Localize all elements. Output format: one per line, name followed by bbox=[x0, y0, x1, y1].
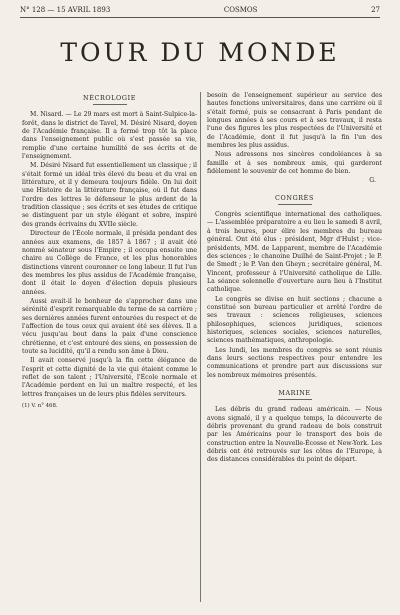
header-rule bbox=[20, 17, 380, 18]
right-column bbox=[207, 92, 382, 466]
section-rule bbox=[278, 399, 312, 400]
paragraph: besoin de l'enseignement supérieur au service des hautes fonctions universitaires, dans une carrière où il s'était formé, puis se consacrant à Paris pendant de longues années à ses cours et à ses travaux, il resta l'une des figures les plus respectées de l'Université et de l'Académie, dont il fut jusqu'à la fin l'un des membres les plus assidus. bbox=[207, 92, 382, 150]
page-title: TOUR DU MONDE bbox=[60, 38, 340, 67]
page-number: 27 bbox=[371, 6, 380, 14]
paragraph: Congrès scientifique international des catholiques. — L'assemblée préparatoire a eu lieu le samedi 8 avril, à trois heures, pour élire les membres du bureau général. Ont été élus : président, Mgr d'Hulst ; vice-présidents, MM. de Lapparent, membre de l'Académie des sciences ; le chanoine Duilhé de Saint-Projet ; le P. de Smedt ; le P. Van den Gheyn ; secrétaire général, M. Vincent, professeur à l'Université catholique de Lille. La séance solennelle d'ouverture aura lieu à l'Institut catholique. bbox=[207, 211, 382, 294]
paragraph: Directeur de l'École normale, il présida pendant des années aux examens, de 1857 à 1867 ; il avait été nommé sénateur sous l'Empire ; il occupa ensuite une chaire au Collège de France, et les plus honorables distinctions vinrent couronner ce long labeur. Il fut l'un des membres les plus assidus de l'Académie française, dont il était le doyen d'élection depuis plusieurs années. bbox=[22, 230, 197, 296]
issue-number: N° 128 — 15 AVRIL 1893 bbox=[20, 6, 111, 14]
left-column bbox=[22, 92, 197, 410]
page-header bbox=[20, 4, 380, 16]
journal-name: COSMOS bbox=[223, 6, 258, 14]
section-title-congres bbox=[207, 194, 382, 205]
paragraph: M. Nisard. — Le 29 mars est mort à Saint-Sulpice-la-forêt, dans le district de Tavel, M. Désiré Nisard, doyen de l'Académie française. Il a fermé trop tôt la place dans l'enseignement public où s'est passée sa vie, remplie d'une certaine humilité de ses écrits et de l'enseignement. bbox=[22, 111, 197, 161]
spacer bbox=[207, 381, 382, 387]
paragraph: Il avait conservé jusqu'à la fin cette élégance de l'esprit et cette dignité de la vie qui étaient comme le reflet de son talent ; l'Université, l'École normale et l'Académie perdent en lui un maître respecté, et les lettres françaises un de leurs plus fidèles serviteurs. bbox=[22, 357, 197, 398]
paragraph: Aussi avait-il le bonheur de s'approcher dans une sérénité d'esprit remarquable du terme de sa carrière ; ses dernières années furent entourées du respect et de l'affection de tous ceux qui avaient été ses élèves. Il a vécu jusqu'au bout dans la paix d'une conscience chrétienne, et c'est entouré des siens, en possession de toute sa lucidité, qu'il a rendu son âme à Dieu. bbox=[22, 297, 197, 355]
paragraph: Le congrès se divise en huit sections ; chacune a constitué son bureau particulier et arrêté l'ordre de ses travaux : sciences religieuses, sciences philosophiques, sciences juridiques, sciences historiques, sciences sociales, sciences naturelles, sciences mathématiques, anthropologie. bbox=[207, 295, 382, 345]
section-rule bbox=[93, 104, 127, 105]
paragraph: Nous adressons nos sincères condoléances à sa famille et à ses nombreux amis, qui garderont fidèlement le souvenir de cet homme de bien. bbox=[207, 151, 382, 176]
spacer bbox=[207, 186, 382, 192]
section-title-text: CONGRÈS bbox=[275, 193, 314, 202]
paragraph: M. Désiré Nisard fut essentiellement un classique ; il s'était formé un idéal très élevé du beau et du vrai en littérature, et il y demeura toujours fidèle. On lui doit une Histoire de la littérature française, où il fut dans l'ordre des lettres le défenseur le plus ardent de la tradition classique ; ses écrits et ses études de critique se distinguent par un style élégant et sobre, inspiré des grands écrivains du XVIIe siècle. bbox=[22, 162, 197, 228]
section-title-necrologie bbox=[22, 94, 197, 105]
section-title-text: NÉCROLOGIE bbox=[83, 94, 136, 102]
paragraph: Les lundi, les membres du congrès se sont réunis dans leurs sections respectives pour entendre les communications et prendre part aux discussions sur les nombreux mémoires présentés. bbox=[207, 346, 382, 379]
section-rule bbox=[278, 204, 312, 205]
section-title-text: MARINE bbox=[278, 389, 311, 397]
footnote: (1) V. n° 468. bbox=[22, 403, 58, 410]
section-title-marine bbox=[207, 389, 382, 400]
paragraph: Les débris du grand radeau américain. — Nous avons signalé, il y a quelque temps, la découverte de débris provenant du grand radeau de bois construit par les Américains pour le transport des bois de construction entre la Nouvelle-Écosse et New-York. Les débris ont été retrouvés sur les côtes de l'Europe, à des distances considérables du point de départ. bbox=[207, 406, 382, 464]
column-divider bbox=[200, 92, 201, 602]
signature: G. bbox=[369, 177, 376, 185]
